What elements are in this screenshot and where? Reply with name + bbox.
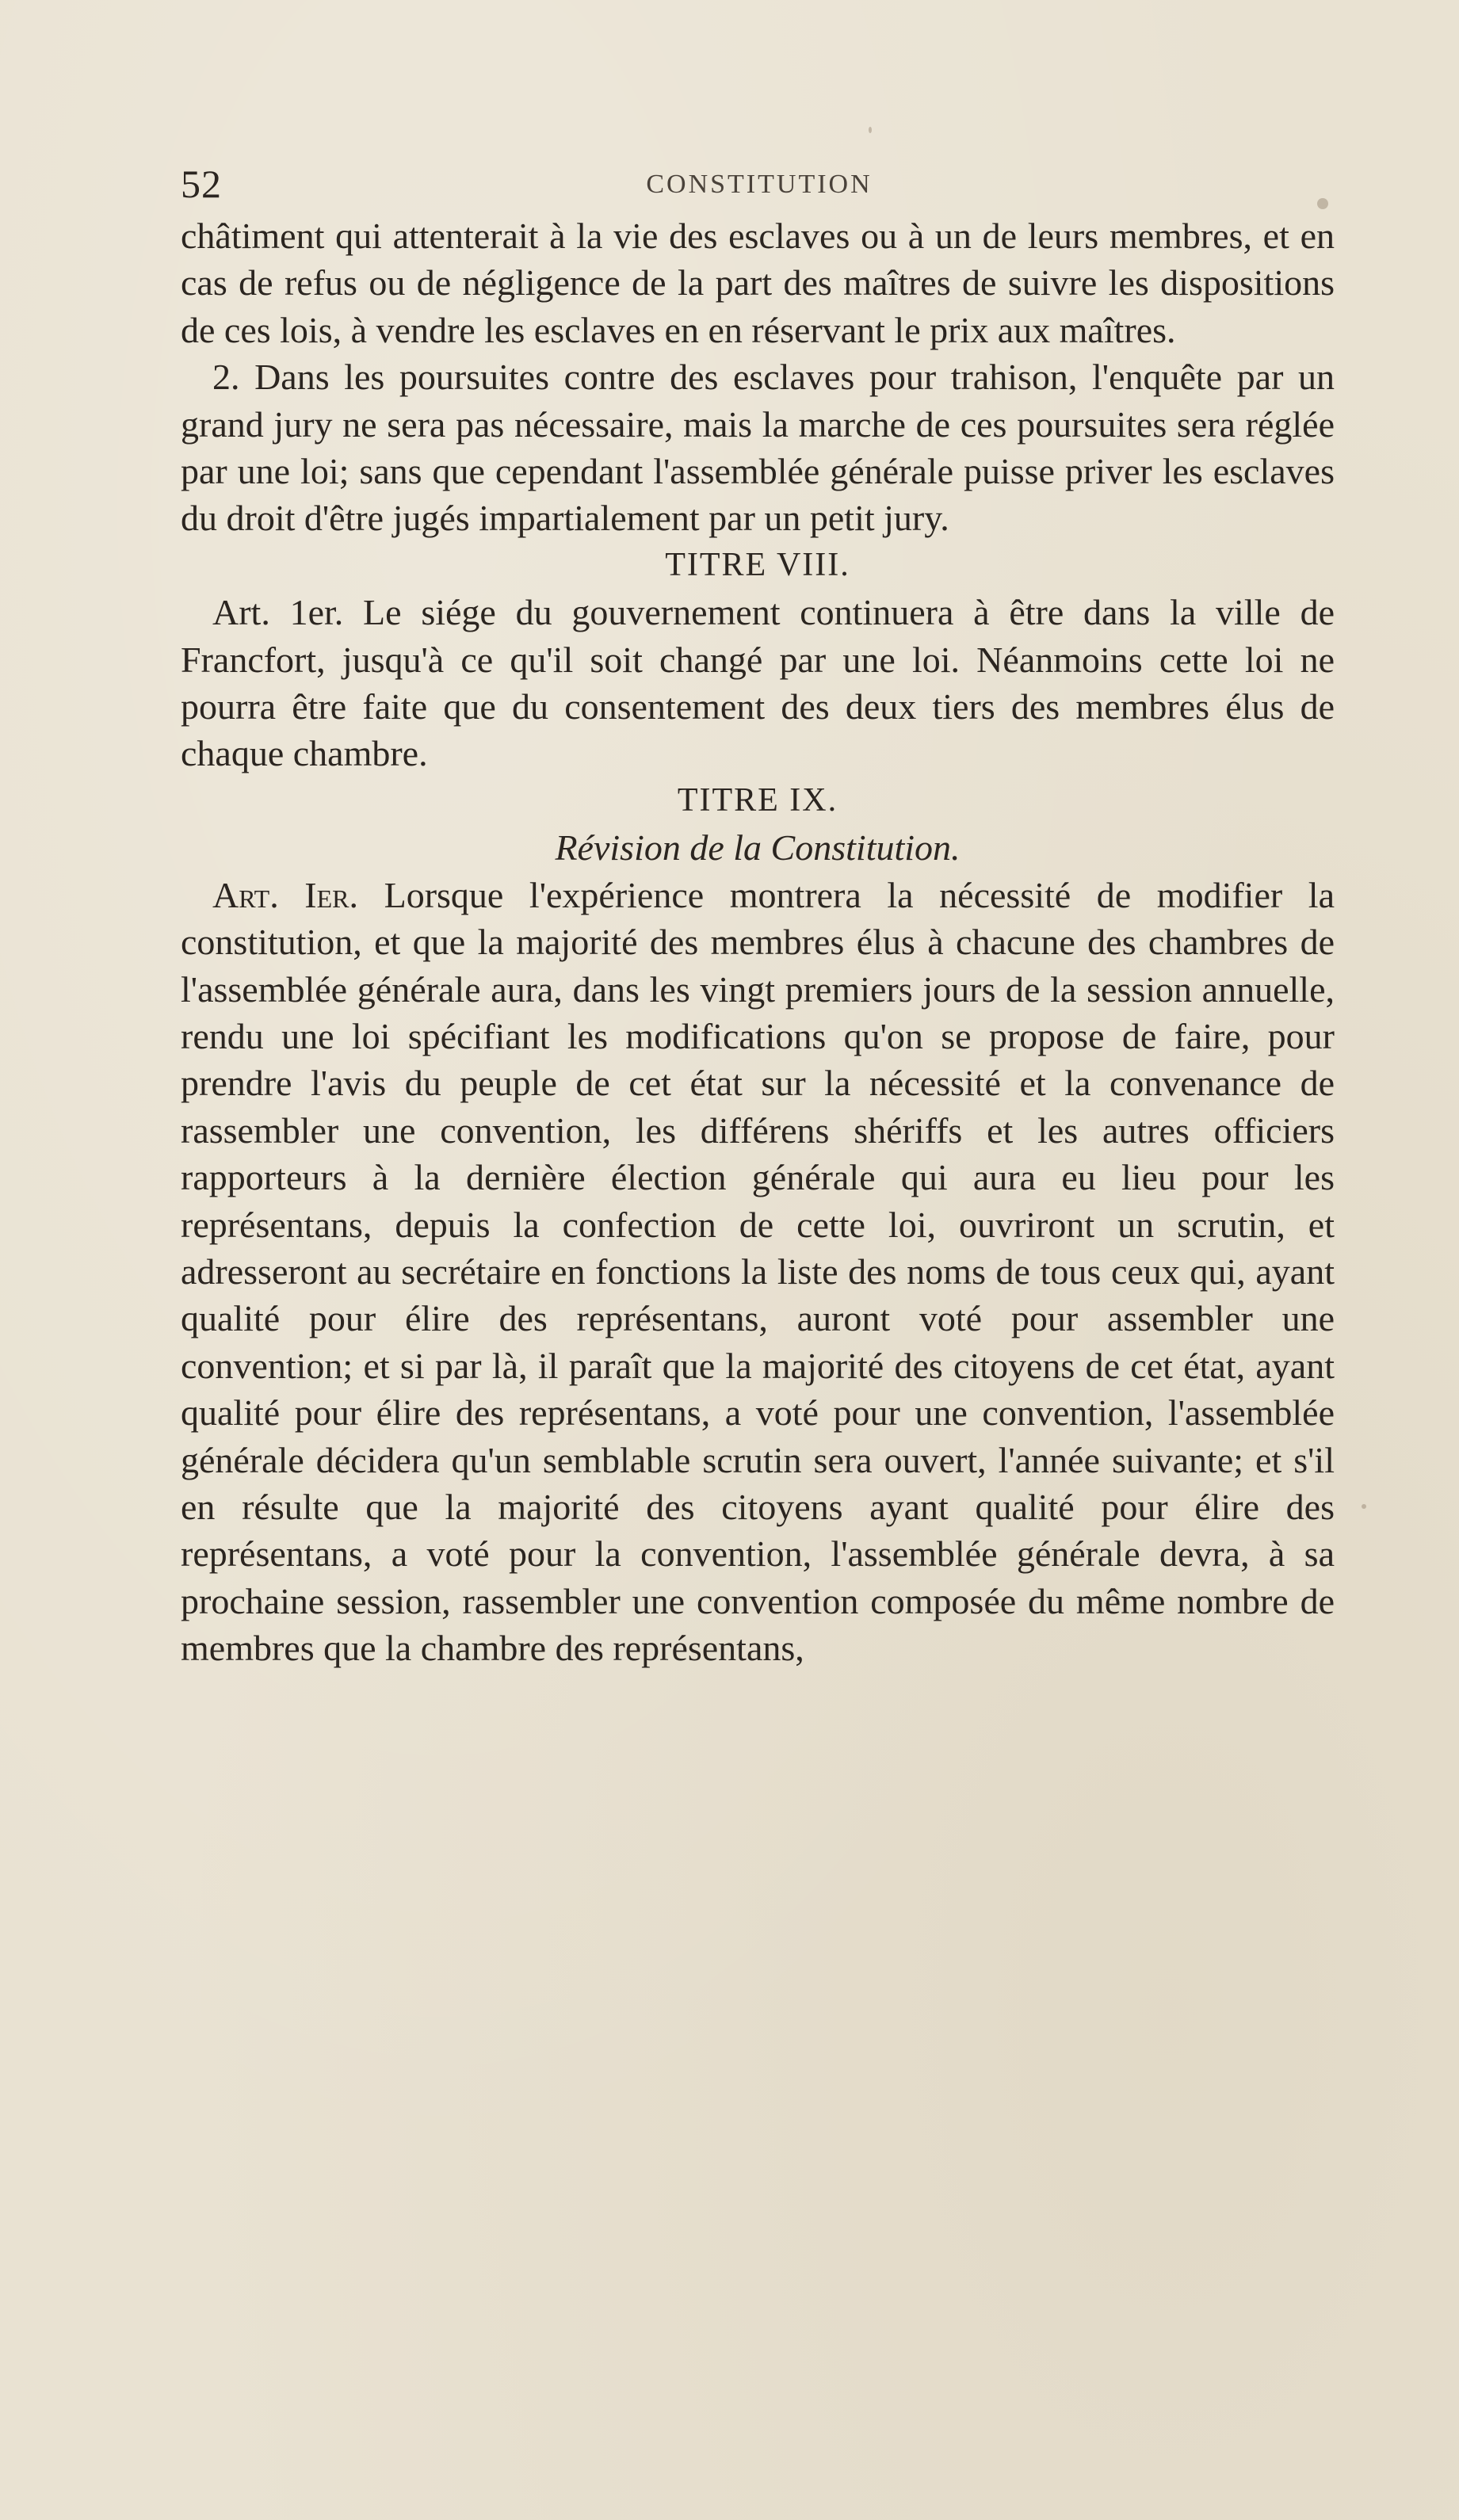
article-number: 2.	[212, 357, 240, 398]
article-label: Art. 1er.	[212, 592, 344, 633]
article-text: Lorsque l'expérience montrera la nécessité de modifier la constitution, et que la majorité des membres élus à chacune des chambres de l'assemblée générale aura, dans les vingt premiers jours de la session annuelle, rendu une loi spécifiant les modifications qu'on se propose de faire, pour prendre l'avis du peuple de cet état sur la nécessité et la convenance de rassembler une convention, les différens shériffs et les autres officiers rapporteurs à la dernière élection générale qui aura eu lieu pour les représentans, depuis la confection de cette loi, ouvriront un scrutin, et adresseront au secrétaire en fonctions la liste des noms de tous ceux qui, ayant qualité pour élire des représentans, auront voté pour assembler une convention; et si par là, il paraît que la majorité des citoyens de cet état, ayant qualité pour élire des représentans, a voté pour une convention, l'assemblée générale décidera qu'un semblable scrutin sera ouvert, l'année suivante; et s'il en résulte que la majorité des citoyens ayant qualité pour élire des représentans, a voté pour la convention, l'assemblée générale devra, à sa prochaine session, rassembler une convention composée du même nombre de membres que la chambre des représentans,	[181, 874, 1335, 1669]
section-title-viii: TITRE VIII.	[665, 546, 850, 583]
paper-speck	[869, 127, 872, 133]
section-title-ix: TITRE IX.	[677, 781, 838, 819]
paper-speck	[1362, 1504, 1366, 1509]
article-1-paragraph-titre-ix	[181, 872, 1335, 1672]
page-number: 52	[181, 162, 222, 206]
page-body	[181, 212, 1335, 1672]
paragraph-continued: châtiment qui attenterait à la vie des esclaves ou à un de leurs membres, et en cas de refus ou de négligence de la part des maîtres de suivre les dispositions de ces lois, à vendre les esclaves en en réservant le prix aux maîtres.	[181, 216, 1335, 350]
article-1-paragraph-titre-viii	[181, 589, 1335, 777]
article-text: Dans les poursuites contre des esclaves pour trahison, l'enquête par un grand jury ne sera pas nécessaire, mais la marche de ces poursuites sera réglée par une loi; sans que cependant l'assemblée générale puisse priver les esclaves du droit d'être jugés impartialement par un petit jury.	[181, 357, 1335, 539]
section-subtitle-ix: Révision de la Constitution.	[555, 827, 961, 869]
article-text: Le siége du gouvernement continuera à être dans la ville de Francfort, jusqu'à ce qu'il soit changé par une loi. Néanmoins cette loi ne pourra être faite que du consentement des deux tiers des membres élus de chaque chambre.	[181, 592, 1335, 774]
paper-speck	[1317, 198, 1328, 209]
page-header	[181, 160, 1338, 208]
article-2-paragraph	[181, 353, 1335, 542]
running-title: CONSTITUTION	[646, 170, 873, 199]
article-label: Art. Ier.	[212, 874, 358, 915]
